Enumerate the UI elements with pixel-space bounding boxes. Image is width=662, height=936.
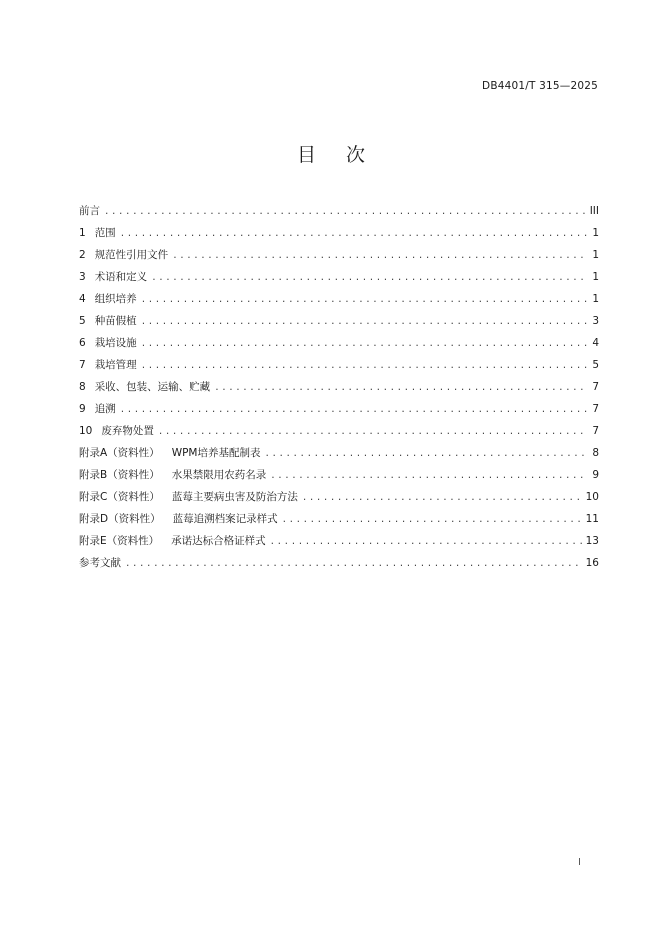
toc-dot-leader [302,487,582,509]
toc-entry[interactable] [79,266,599,288]
toc-entry-label: 参考文献 [79,557,121,569]
toc-entry-page: 11 [585,513,599,525]
toc-entry-page: 1 [592,227,599,239]
toc-entry[interactable] [79,354,599,376]
toc-entry-label: 栽培管理 [94,359,137,371]
toc-entry-label: 组织培养 [94,293,137,305]
toc-entry-label: 术语和定义 [94,271,148,283]
toc-entry-annex: 附录C（资料性） [79,491,160,503]
toc-dot-leader [141,333,587,355]
toc-entry[interactable] [79,200,599,222]
toc-entry-label: 废弃物处置 [101,425,154,437]
toc-entry[interactable] [79,376,599,398]
toc-entry-label: 蓝莓追溯档案记录样式 [172,513,278,525]
toc-entry[interactable] [79,486,599,508]
toc-entry[interactable] [79,332,599,354]
toc-entry-page: 8 [592,447,599,459]
toc-entry[interactable] [79,464,599,486]
toc-entry-page: 10 [585,491,599,503]
toc-entry-label: 采收、包装、运输、贮藏 [94,381,211,393]
toc-dot-leader [125,553,582,575]
toc-dot-leader [141,355,587,377]
page-title: 目次 [296,144,395,166]
toc-entry-number: 10 [79,425,93,437]
toc-entry-page: 7 [592,381,599,393]
toc-entry-page: 5 [592,359,599,371]
toc-entry-annex: 附录B（资料性） [79,469,160,481]
toc-entry-number: 4 [79,293,86,305]
toc-entry-label: WPM培养基配制表 [171,447,261,459]
toc-dot-leader [282,509,582,531]
toc-entry[interactable] [79,442,599,464]
document-code: DB4401/T 315—2025 [482,80,598,92]
toc-dot-leader [141,289,587,311]
toc-entry-page: 13 [585,535,599,547]
toc-entry[interactable] [79,288,599,310]
toc-entry-annex: 附录D（资料性） [79,513,161,525]
toc-dot-leader [172,245,587,267]
toc-dot-leader [270,465,587,487]
toc-dot-leader [120,223,587,245]
toc-entry[interactable] [79,244,599,266]
toc-dot-leader [264,443,587,465]
toc-dot-leader [270,531,582,553]
toc-entry-number: 2 [79,249,86,261]
toc-entry-label: 前言 [79,205,100,217]
toc-entry-number: 3 [79,271,86,283]
toc-dot-leader [158,421,587,443]
toc-entry[interactable] [79,420,599,442]
toc-entry-label: 承诺达标合格证样式 [171,535,266,547]
toc-entry-annex: 附录A（资料性） [79,447,160,459]
toc-entry-page: 9 [592,469,599,481]
page-number: I [578,857,581,868]
toc-entry-label: 规范性引用文件 [94,249,169,261]
toc-entry-label: 水果禁限用农药名录 [171,469,267,481]
toc-entry[interactable] [79,398,599,420]
toc-dot-leader [104,201,586,223]
table-of-contents [79,200,599,574]
toc-entry[interactable] [79,552,599,574]
toc-entry-page: 7 [592,403,599,415]
toc-entry-label: 蓝莓主要病虫害及防治方法 [171,491,298,503]
toc-entry-page: 1 [592,249,599,261]
toc-entry-number: 9 [79,403,86,415]
toc-dot-leader [151,267,587,289]
toc-entry-number: 1 [79,227,86,239]
toc-entry-page: 7 [592,425,599,437]
toc-entry-page: 16 [585,557,599,569]
toc-entry-label: 种苗假植 [94,315,137,327]
toc-entry-page: 4 [592,337,599,349]
toc-entry-page: 3 [592,315,599,327]
toc-entry[interactable] [79,222,599,244]
toc-entry-page: III [589,205,599,217]
toc-entry-number: 7 [79,359,86,371]
toc-entry-label: 范围 [94,227,116,239]
toc-entry-annex: 附录E（资料性） [79,535,160,547]
toc-entry-label: 追溯 [94,403,116,415]
toc-entry[interactable] [79,530,599,552]
toc-entry-page: 1 [592,293,599,305]
toc-entry-number: 8 [79,381,86,393]
toc-dot-leader [141,311,587,333]
toc-entry-label: 栽培设施 [94,337,137,349]
toc-entry-number: 6 [79,337,86,349]
toc-entry[interactable] [79,310,599,332]
toc-entry-page: 1 [592,271,599,283]
toc-dot-leader [214,377,587,399]
toc-entry[interactable] [79,508,599,530]
toc-dot-leader [120,399,587,421]
toc-entry-number: 5 [79,315,86,327]
